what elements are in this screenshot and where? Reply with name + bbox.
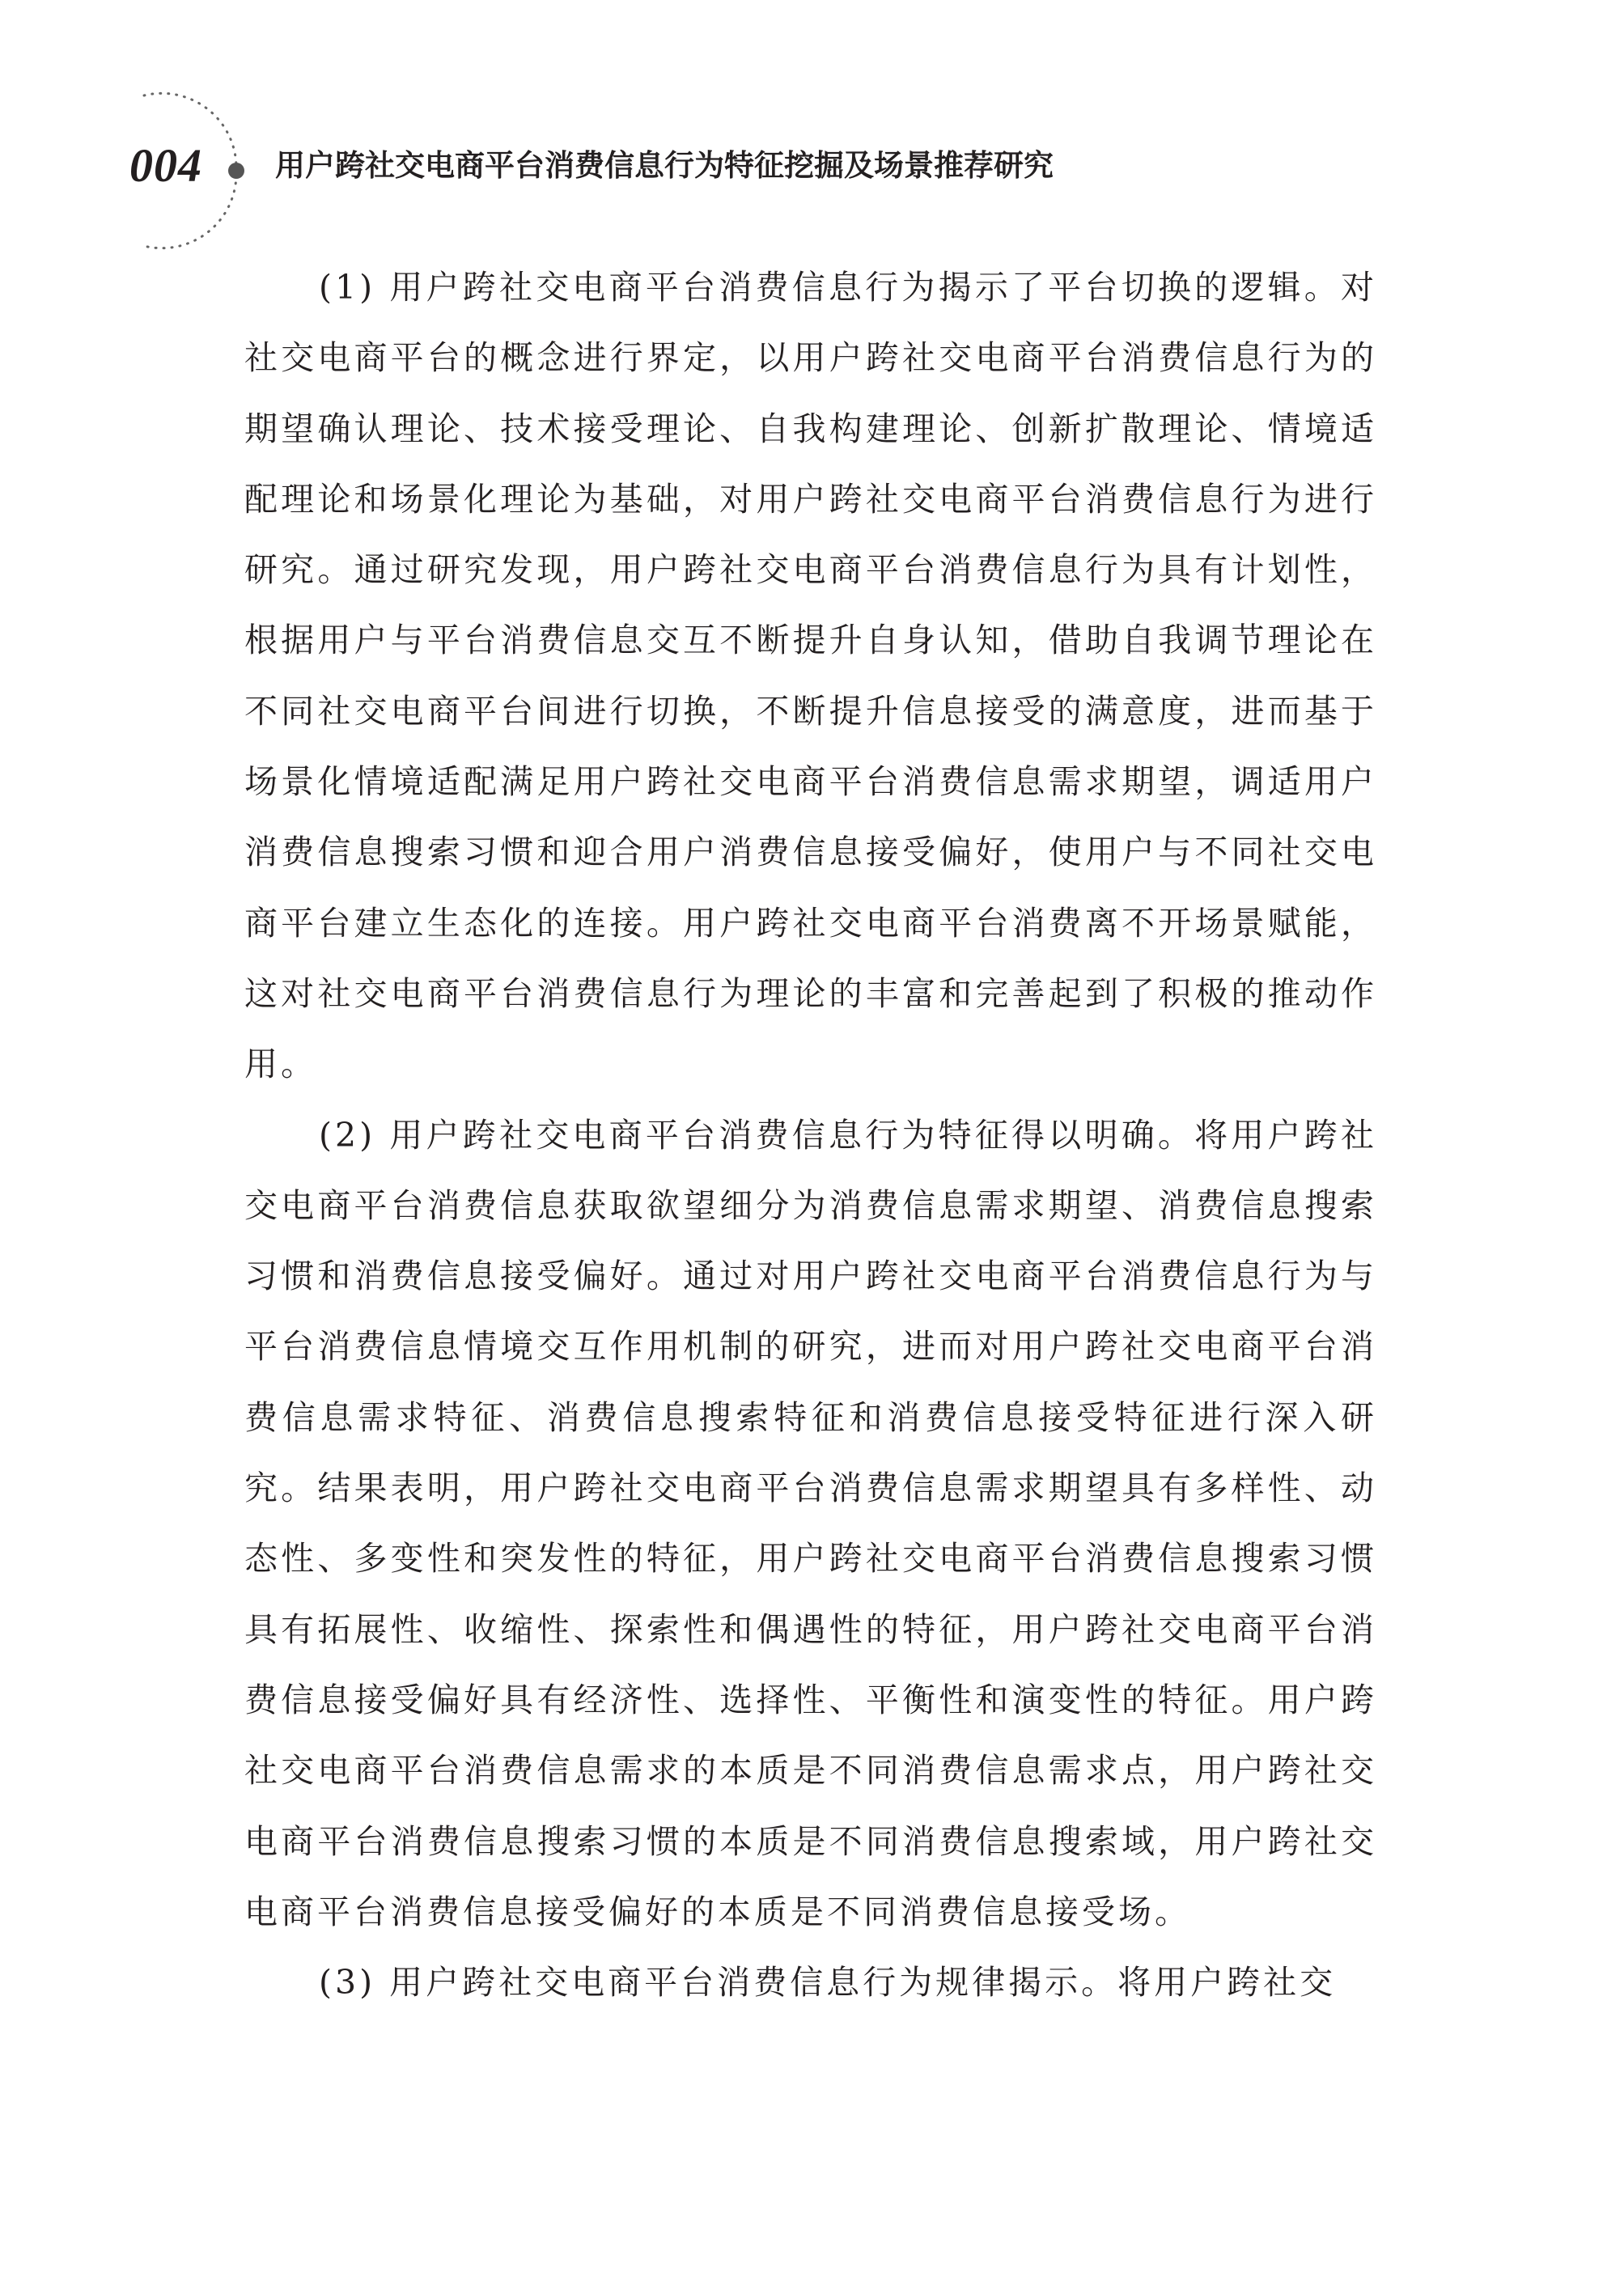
paragraph-1: (1) 用户跨社交电商平台消费信息行为揭示了平台切换的逻辑。对社交电商平台的概念进行界定，以用户跨社交电商平台消费信息行为的期望确认理论、技术接受理论、自我构建理论、创新扩散理论、情境适配理论和场景化理论为基础，对用户跨社交电商平台消费信息行为进行研究。通过研究发现，用户跨社交电商平台消费信息行为具有计划性，根据用户与平台消费信息交互不断提升自身认知，借助自我调节理论在不同社交电商平台间进行切换，不断提升信息接受的满意度，进而基于场景化情境适配满足用户跨社交电商平台消费信息需求期望，调适用户消费信息搜索习惯和迎合用户消费信息接受偏好，使用户与不同社交电商平台建立生态化的连接。用户跨社交电商平台消费离不开场景赋能，这对社交电商平台消费信息行为理论的丰富和完善起到了积极的推动作用。 — [244, 268, 1377, 1084]
body-text — [244, 252, 1377, 2018]
paragraph-3: (3) 用户跨社交电商平台消费信息行为规律揭示。将用户跨社交 — [319, 1963, 1337, 2003]
paragraph-2: (2) 用户跨社交电商平台消费信息行为特征得以明确。将用户跨社交电商平台消费信息获取欲望细分为消费信息需求期望、消费信息搜索习惯和消费信息接受偏好。通过对用户跨社交电商平台消费信息行为与平台消费信息情境交互作用机制的研究，进而对用户跨社交电商平台消费信息需求特征、消费信息搜索特征和消费信息接受特征进行深入研究。结果表明，用户跨社交电商平台消费信息需求期望具有多样性、动态性、多变性和突发性的特征，用户跨社交电商平台消费信息搜索习惯具有拓展性、收缩性、探索性和偶遇性的特征，用户跨社交电商平台消费信息接受偏好具有经济性、选择性、平衡性和演变性的特征。用户跨社交电商平台消费信息需求的本质是不同消费信息需求点，用户跨社交电商平台消费信息搜索习惯的本质是不同消费信息搜索域，用户跨社交电商平台消费信息接受偏好的本质是不同消费信息接受场。 — [244, 1115, 1377, 1931]
running-title: 用户跨社交电商平台消费信息行为特征挖掘及场景推荐研究 — [275, 148, 1054, 183]
page-number: 004 — [129, 139, 202, 192]
bullet-dot-icon — [228, 163, 244, 179]
page-header — [0, 0, 1624, 267]
dotted-arc-ornament — [0, 0, 275, 267]
